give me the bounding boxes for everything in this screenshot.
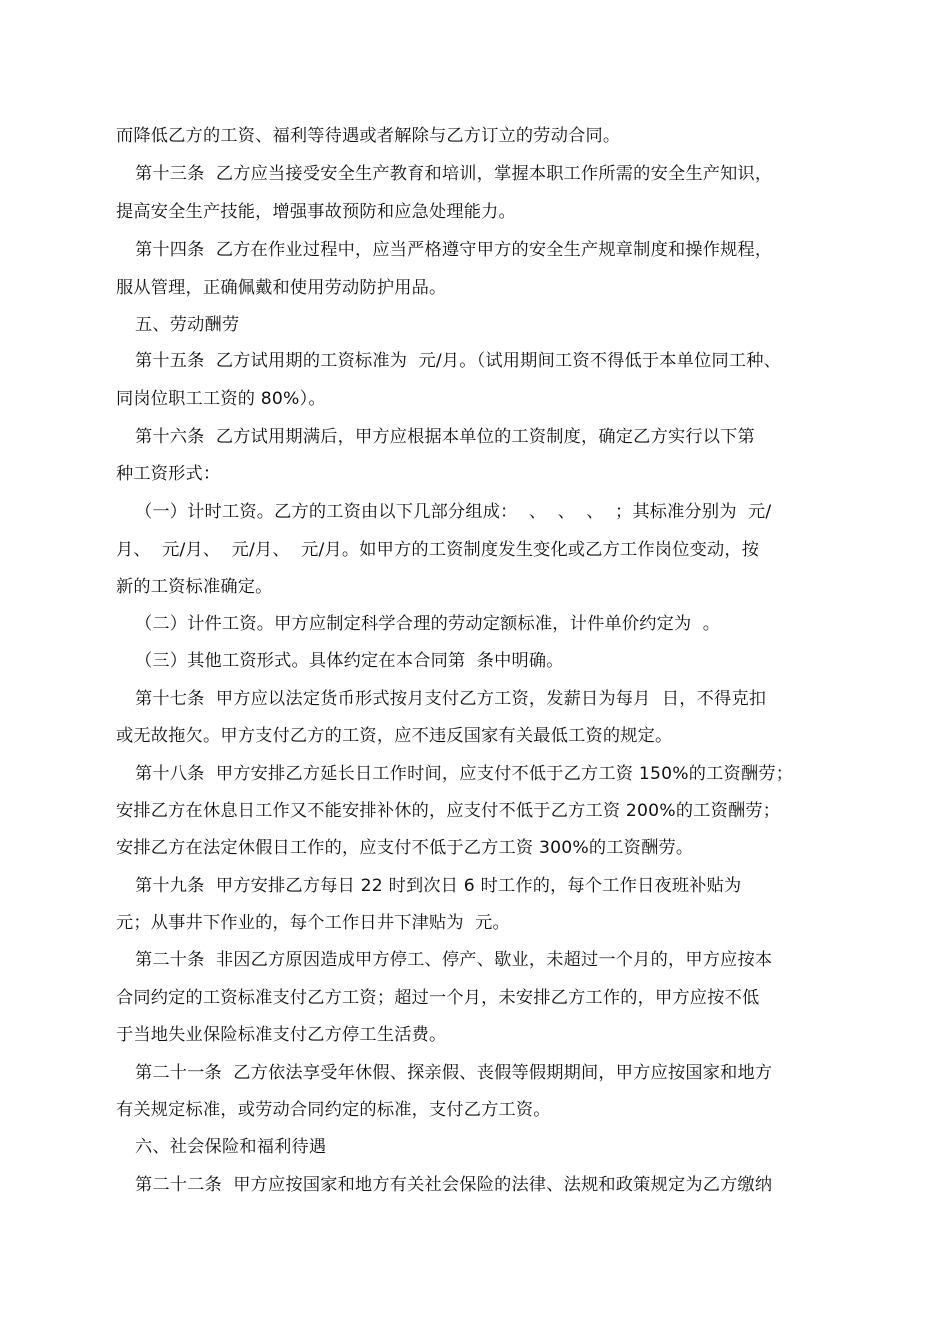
text-line: 同岗位职工工资的 80%）。 [116, 389, 326, 409]
article-13-line: 第十三条 乙方应当接受安全生产教育和培训，掌握本职工作所需的安全生产知识， [135, 164, 773, 184]
article-18-line: 第十八条 甲方安排乙方延长日工作时间，应支付不低于乙方工资 150%的工资酬劳； [135, 764, 794, 784]
article-14-line: 第十四条 乙方在作业过程中，应当严格遵守甲方的安全生产规章制度和操作规程， [135, 240, 773, 260]
text-line: 合同约定的工资标准支付乙方工资；超过一个月，未安排乙方工作的，甲方应按不低 [116, 988, 760, 1008]
text-line: 或无故拖欠。甲方支付乙方的工资，应不违反国家有关最低工资的规定。 [116, 726, 673, 746]
text-line: 种工资形式： [116, 464, 221, 484]
section-heading: 五、劳动酬劳 [135, 315, 240, 335]
text-line: 新的工资标准确定。 [116, 577, 273, 597]
article-21-line: 第二十一条 乙方依法享受年休假、探亲假、丧假等假期期间，甲方应按国家和地方 [135, 1063, 773, 1083]
text-line: 安排乙方在休息日工作又不能安排补休的，应支付不低于乙方工资 200%的工资酬劳； [116, 801, 781, 821]
text-line: 而降低乙方的工资、福利等待遇或者解除与乙方订立的劳动合同。 [116, 126, 621, 146]
article-20-line: 第二十条 非因乙方原因造成甲方停工、停产、歇业，未超过一个月的，甲方应按本 [135, 950, 773, 970]
article-15-line: 第十五条 乙方试用期的工资标准为 元/月。（试用期间工资不得低于本单位同工种、 [135, 351, 781, 371]
item-2-line: （二）计件工资。甲方应制定科学合理的劳动定额标准，计件单价约定为 。 [135, 614, 721, 634]
article-17-line: 第十七条 甲方应以法定货币形式按月支付乙方工资，发薪日为每月 日，不得克扣 [135, 689, 767, 709]
item-3-line: （三）其他工资形式。具体约定在本合同第 条中明确。 [135, 651, 564, 671]
text-line: 元；从事井下作业的，每个工作日井下津贴为 元。 [116, 913, 510, 933]
article-19-line: 第十九条 甲方安排乙方每日 22 时到次日 6 时工作的，每个工作日夜班补贴为 [135, 876, 742, 896]
text-line: 服从管理，正确佩戴和使用劳动防护用品。 [116, 278, 447, 298]
text-line: 安排乙方在法定休假日工作的，应支付不低于乙方工资 300%的工资酬劳。 [116, 838, 694, 858]
article-16-line: 第十六条 乙方试用期满后，甲方应根据本单位的工资制度，确定乙方实行以下第 [135, 427, 755, 447]
text-line: 提高安全生产技能，增强事故预防和应急处理能力。 [116, 202, 516, 222]
section-heading: 六、社会保险和福利待遇 [135, 1137, 327, 1157]
item-1-line: （一）计时工资。乙方的工资由以下几部分组成： 、 、 、 ；其标准分别为 元/ [135, 502, 772, 522]
article-22-line: 第二十二条 甲方应按国家和地方有关社会保险的法律、法规和政策规定为乙方缴纳 [135, 1175, 773, 1195]
text-line: 有关规定标准，或劳动合同约定的标准，支付乙方工资。 [116, 1100, 551, 1120]
text-line: 于当地失业保险标准支付乙方停工生活费。 [116, 1025, 447, 1045]
text-line: 月、 元/月、 元/月、 元/月。如甲方的工资制度发生变化或乙方工作岗位变动，按 [116, 540, 760, 560]
